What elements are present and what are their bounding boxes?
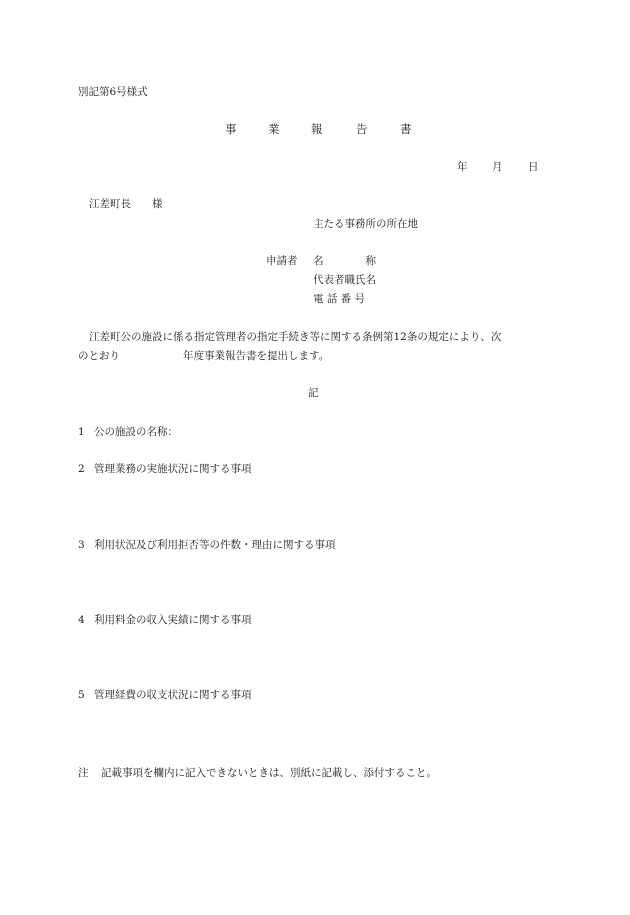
title-char: 告 xyxy=(356,122,368,136)
title-char: 書 xyxy=(400,122,412,136)
item-number: 1 xyxy=(78,426,85,438)
date-month: 月 xyxy=(492,161,503,173)
representative-label: 代表者職氏名 xyxy=(313,274,376,286)
form-label: 別記第6号様式 xyxy=(78,86,148,98)
recipient: 江差町長 様 xyxy=(89,198,163,210)
item-text: 管理経費の収支状況に関する事項 xyxy=(94,689,252,701)
phone-label: 電 話 番 号 xyxy=(313,293,366,305)
item-number: 4 xyxy=(78,614,85,626)
body-line-1: 江差町公の施設に係る指定管理者の指定手続き等に関する条例第12条の規定により、次 xyxy=(89,331,502,343)
body-line-2-prefix: のとおり xyxy=(78,350,120,362)
date-year: 年 xyxy=(457,161,468,173)
item-text: 利用料金の収入実績に関する事項 xyxy=(94,614,252,626)
item-text: 公の施設の名称： xyxy=(94,426,178,438)
applicant-label: 申請者 xyxy=(266,255,298,267)
item-text: 利用状況及び利用拒否等の件数・理由に関する事項 xyxy=(94,539,336,551)
address-label: 主たる事務所の所在地 xyxy=(313,218,418,230)
title-char: 業 xyxy=(268,122,280,136)
ki-heading: 記 xyxy=(308,387,319,399)
body-line-2-suffix: 年度事業報告書を提出します。 xyxy=(183,350,330,362)
date-day: 日 xyxy=(528,161,539,173)
item-number: 5 xyxy=(78,689,85,701)
title-char: 報 xyxy=(311,122,323,136)
note-text: 記載事項を欄内に記入できないときは、別紙に記載し、添付すること。 xyxy=(101,767,437,779)
name-label: 名 称 xyxy=(313,255,376,267)
item-number: 3 xyxy=(78,539,85,551)
title-char: 事 xyxy=(225,122,237,136)
note-label: 注 xyxy=(78,767,89,779)
item-text: 管理業務の実施状況に関する事項 xyxy=(94,463,252,475)
item-number: 2 xyxy=(78,463,85,475)
